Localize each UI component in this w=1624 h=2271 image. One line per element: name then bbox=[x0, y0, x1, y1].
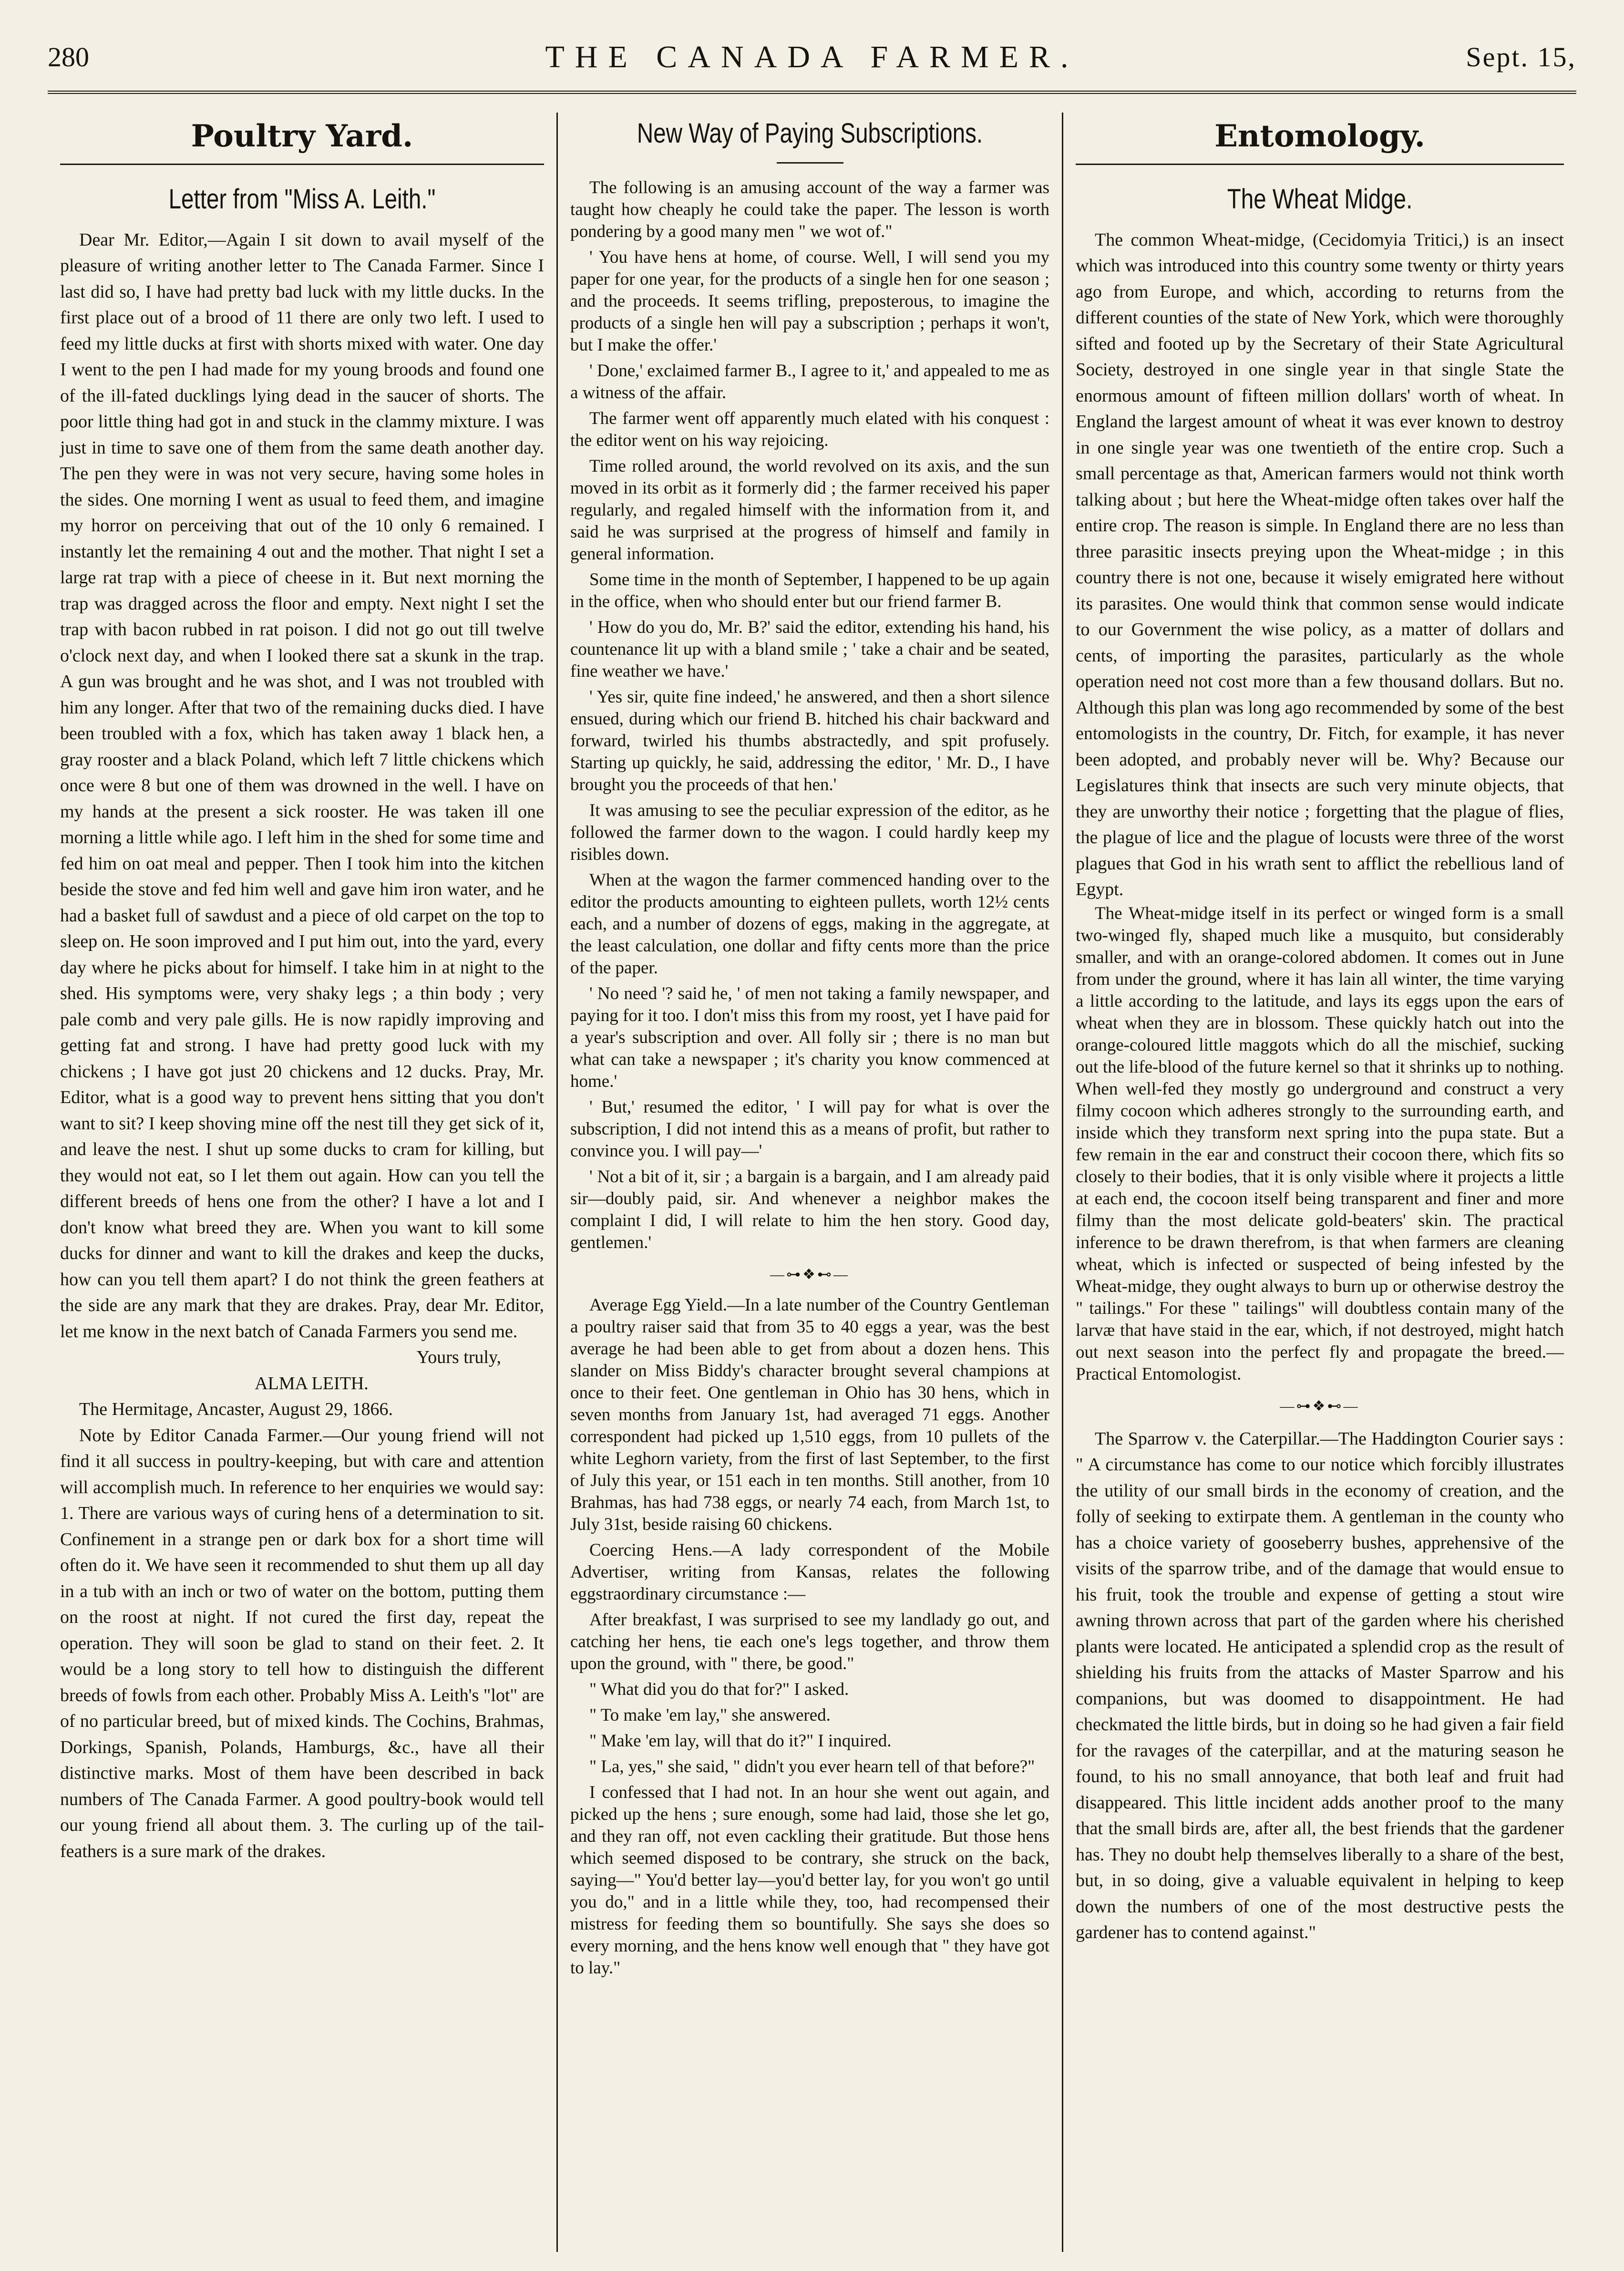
section-divider: —⊶❖⊷— bbox=[1280, 1398, 1360, 1414]
department-heading: Poultry Yard. bbox=[60, 113, 544, 165]
letter-signature: ALMA LEITH. bbox=[255, 1373, 369, 1394]
article-paragraph: Dear Mr. Editor,—Again I sit down to avail myself of the pleasure of writing another letter to The Canada Farmer. Since I last did so, I have had pretty bad luck with my little ducks. In the first place out of a brood of 11 there are only two left. I used to feed my little ducks at first with shorts mixed with water. One day I went to the pen I had made for my young broods and found one of the ill-fated ducklings lying dead in the saucer of shorts. The poor little thing had got in and stuck in the clammy mixture. I was just in time to save one of them from the same death another day. The pen they were in was not very secure, having some holes in the sides. One morning I went as usual to feed them, and imagine my horror on perceiving that out of the 10 only 6 remained. I instantly let the remaining 4 out and the mother. That night I set a large rat trap with a piece of cheese in it. But next morning the trap was dragged across the floor and empty. Next night I set the trap with bacon rubbed in rat poison. I did not go out till twelve o'clock next day, and when I looked there sat a skunk in the trap. A gun was brought and he was shot, and I was not troubled with him any longer. After that two of the remaining ducks died. I have been troubled with a fox, which has taken away 1 black hen, a gray rooster and a black Poland, which left 7 little chickens which once were 8 but one of them was drowned in the well. I have on my hands at the present a sick rooster. He was taken ill one morning a little while ago. I left him in the shed for some time and fed him on oat meal and pepper. Then I took him into the kitchen beside the stove and fed him well and gave him iron water, and he had a basket full of sawdust and a piece of old carpet on the top to sleep on. He soon improved and I put him out, into the yard, every day where he picks about for himself. I take him in at night to the shed. His symptoms were, very shaky legs ; a thin body ; very pale comb and very pale gills. He is now rapidly improving and getting fat and strong. I have had pretty good luck with my chickens ; I have got just 20 chickens and 12 ducks. Pray, Mr. Editor, what is a good way to prevent hens sitting that you don't want to sit? I keep shoving mine off the nest till they get sick of it, and leave the nest. I shut up some ducks to cram for killing, but they would not eat, so I let them out again. How can you tell the different breeds of hens one from the other? I have a lot and I don't know what breed they are. When you want to kill some ducks for dinner and want to kill the drakes and keep the ducks, how can you tell them apart? I do not think the green feathers at the side are any mark that they are drakes. Pray, dear Mr. Editor, let me know in the next batch of Canada Farmers you send me. bbox=[60, 229, 544, 1342]
article-paragraph: ' How do you do, Mr. B?' said the editor, extending his hand, his countenance lit up with a bland smile ; ' take a chair and be seated, fine weather we have.' bbox=[570, 617, 1049, 681]
article-paragraph: The Wheat-midge itself in its perfect or winged form is a small two-winged fly, shaped much like a musquito, but considerably smaller, and with an orange-colored abdomen. It comes out in June from under the ground, where it has lain all winter, the time varying a little according to the latitude, and lays its eggs upon the ears of wheat when they are in blossom. These quickly hatch out into the orange-coloured little maggots which do all the mischief, sucking out the life-blood of the future kernel so that it shrinks up to nothing. When well-fed they mostly go underground and construct a very filmy cocoon which adheres strongly to the surrounding earth, and inside which they transform next spring into the pupa state. But a few remain in the ear and construct their cocoon there, which fits so closely to their bodies, that it is only visible where it projects a little at each end, the cocoon itself being transparent and finer and more filmy than the most delicate gold-beaters' skin. The practical inference to be drawn therefrom, is that when farmers are cleaning wheat, which is infected or suspected of being infested by the Wheat-midge, they ought always to burn up or otherwise destroy the " tailings." For these " tailings" will doubtless contain many of the larvæ that have staid in the ear, which, if not destroyed, might hatch out next season into the perfect fly and propagate the breed.—Practical Entomologist. bbox=[1076, 903, 1564, 1384]
department-heading: Entomology. bbox=[1076, 113, 1564, 165]
article-paragraph: The Sparrow v. the Caterpillar.—The Haddington Courier says : " A circumstance has come to our notice which forcibly illustrates the utility of our small birds in the economy of creation, and the folly of seeking to extirpate them. A gentleman in the county who has a choice variety of gooseberry bushes, apprehensive of the visits of the sparrow tribe, and of the damage that would ensue to his fruit, took the trouble and expense of getting a stout wire awning thrown across that part of the garden where his cherished plants were located. He anticipated a splendid crop as the result of shielding his fruits from the attacks of Master Sparrow and his companions, but was doomed to disappointment. He had checkmated the little birds, but in doing so he had given a fair field for the ravages of the caterpillar, and at the maturing season he found, to his no small annoyance, that both leaf and fruit had disappeared. This little incident adds another proof to the many that the small birds are, after all, the best friends that the gardener has. They no doubt help themselves liberally to a share of the best, but, in so doing, give a valuable equivalent in helping to keep down the numbers of one of the most destructive pests the gardener has to contend against." bbox=[1076, 1428, 1564, 1943]
masthead-title: THE CANADA FARMER. bbox=[545, 40, 1079, 74]
article-paragraph: " Make 'em lay, will that do it?" I inquired. bbox=[589, 1731, 892, 1751]
article-paragraph: ' But,' resumed the editor, ' I will pay for what is over the subscription, I did not intend this as a means of profit, but rather to convince you. I will pay—' bbox=[570, 1097, 1049, 1161]
editor-note: Note by Editor Canada Farmer.—Our young friend will not find it all success in poultry-keeping, but with care and attention will accomplish much. In reference to her enquiries we would say: 1. There are various ways of curing hens of a determination to sit. Confinement in a strange pen or dark box for a short time will often do it. We have seen it recommended to shut them up all day in a tub with an inch or two of water on the bottom, putting them on the roost at night. If not cured the first day, repeat the operation. They will soon be glad to stand on their feet. 2. It would be a long story to tell how to distinguish the different breeds of fowls from each other. Probably Miss A. Leith's "lot" are of no particular breed, but of mixed kinds. The Cochins, Brahmas, Dorkings, Spanish, Polands, Hamburgs, &c., have all their distinctive marks. Most of them have been described in back numbers of The Canada Farmer. A good poultry-book would tell our young friend all about them. 3. The curling up of the tail-feathers is a sure mark of the drakes. bbox=[60, 1425, 544, 1861]
article-body bbox=[60, 227, 544, 1865]
heading-rule bbox=[777, 162, 843, 164]
article-paragraph: The common Wheat-midge, (Cecidomyia Tritici,) is an insect which was introduced into this country some twenty or thirty years ago from Europe, and which, according to returns from the different counties of the state of New York, which were thoroughly sifted and footed up by the Secretary of their State Agricultural Society, destroyed in one single year in that single State the enormous amount of fifteen million dollars' worth of wheat. In England the largest amount of wheat it was ever known to destroy in one single year was one twentieth of the entire crop. Such a small percentage as that, American farmers would not think worth talking about ; but here the Wheat-midge often takes over half the entire crop. The reason is simple. In England there are no less than three parasitic insects preying upon the Wheat-midge ; in this country there is not one, because it wisely emigrated here without its parasites. One would think that common sense would indicate to our Government the wise policy, as a matter of dollars and cents, of importing the parasites, particularly as the whole operation need not cost more than a few thousand dollars. But no. Although this plan was long ago recommended by some of the best entomologists in the country, Dr. Fitch, for example, it has never been adopted, and probably never will be. Why? Because our Legislatures think that insects are such very minute objects, that they are unworthy their notice ; forgetting that the plague of flies, the plague of lice and the plague of locusts were three of the worst plagues that God in his wrath sent to afflict the rebellious land of Egypt. bbox=[1076, 229, 1564, 900]
article-paragraph: ' Done,' exclaimed farmer B., I agree to it,' and appealed to me as a witness of the affair. bbox=[570, 361, 1049, 403]
columns bbox=[48, 113, 1576, 2252]
article-paragraph: ' You have hens at home, of course. Well, I will send you my paper for one year, for the products of a single hen for one season ; and the proceeds. It seems trifling, preposterous, to imagine the products of a single hen will pay a subscription ; perhaps it won't, but I make the offer.' bbox=[570, 247, 1049, 355]
article-body bbox=[1076, 1426, 1564, 1946]
article-paragraph: ' No need '? said he, ' of men not taking a family newspaper, and paying for it too. I don't miss this from my roost, yet I have paid for a year's subscription and over. All folly sir ; there is no man but what can take a newspaper ; it's charity you know commenced at home.' bbox=[570, 983, 1049, 1091]
article-heading: The Wheat Midge. bbox=[1227, 184, 1413, 215]
article-paragraph: It was amusing to see the peculiar expression of the editor, as he followed the farmer down to the wagon. I could hardly keep my risibles down. bbox=[570, 800, 1049, 864]
article-paragraph: When at the wagon the farmer commenced handing over to the editor the products amounting to eighteen pullets, worth 12½ cents each, and a number of dozens of eggs, making in the aggregate, at the least calculation, one dollar and fifty cents more than the price of the paper. bbox=[570, 870, 1049, 978]
article-body bbox=[570, 177, 1049, 1254]
article-paragraph: I confessed that I had not. In an hour she went out again, and picked up the hens ; sure enough, some had laid, those she let go, and they ran off, not even cackling their gratitude. But those hens which seemed disposed to be contrary, she struck on the back, saying—" You'd better lay—you'd better lay, for you won't go until you do," and in a little while they, too, had recompensed their mistress for feeding them so bountifully. She says she does so every morning, and the hens know well enough that " they have got to lay." bbox=[570, 1782, 1049, 1978]
section-divider: —⊶❖⊷— bbox=[770, 1266, 850, 1282]
article-paragraph: ' Not a bit of it, sir ; a bargain is a bargain, and I am already paid sir—doubly paid, sir. And whenever a neighbor makes the complaint I did, I will relate to him the hen story. Good day, gentlemen.' bbox=[570, 1166, 1049, 1252]
article-heading: New Way of Paying Subscriptions. bbox=[637, 118, 983, 149]
letter-closing: Yours truly, bbox=[416, 1347, 501, 1368]
article-paragraph: Coercing Hens.—A lady correspondent of the Mobile Advertiser, writing from Kansas, relates the following eggstraordinary circumstance :— bbox=[570, 1540, 1049, 1604]
column-entomology bbox=[1063, 113, 1576, 2252]
page-number: 280 bbox=[48, 41, 89, 72]
letter-dateline: The Hermitage, Ancaster, August 29, 1866. bbox=[79, 1399, 393, 1420]
article-paragraph: Average Egg Yield.—In a late number of the Country Gentleman a poultry raiser said that from 35 to 40 eggs a year, was the best average he had been able to get from about a dozen hens. This slander on Miss Biddy's character brought several champions at once to their feet. One gentleman in Ohio has 30 hens, which in seven months from January 1st, had averaged 71 eggs. Another correspondent had picked up 1,510 eggs, from 10 pullets of the white Leghorn variety, from the first of last September, to the first of July this year, or 151 each in ten months. Still another, from 10 Brahmas, has had 738 eggs, or nearly 74 each, from March 1st, to July 31st, beside raising 60 chickens. bbox=[570, 1295, 1049, 1534]
article-heading: Letter from "Miss A. Leith." bbox=[168, 184, 436, 215]
article-paragraph: ' Yes sir, quite fine indeed,' he answered, and then a short silence ensued, during which our friend B. hitched his chair backward and forward, twirled his thumbs abstractedly, and spit profusely. Starting up quickly, he said, addressing the editor, ' Mr. D., I have brought you the proceeds of that hen.' bbox=[570, 687, 1049, 795]
article-paragraph: The following is an amusing account of the way a farmer was taught how cheaply he could take the paper. The lesson is worth pondering by a good many men " we wot of." bbox=[570, 177, 1049, 241]
article-paragraph: " La, yes," she said, " didn't you ever hearn tell of that before?" bbox=[589, 1756, 1035, 1776]
issue-date: Sept. 15, bbox=[1466, 41, 1576, 72]
article-body bbox=[1076, 227, 1564, 1385]
article-paragraph: " To make 'em lay," she answered. bbox=[589, 1705, 831, 1725]
article-paragraph: The farmer went off apparently much elated with his conquest : the editor went on his way rejoicing. bbox=[570, 408, 1049, 450]
column-poultry-yard bbox=[48, 113, 558, 2252]
page-header bbox=[48, 38, 1576, 94]
article-paragraph: Time rolled around, the world revolved on its axis, and the sun moved in its orbit as it formerly did ; the farmer received his paper regularly, and regaled himself with the information from it, and said he was surprised at the progress of himself and family in general information. bbox=[570, 456, 1049, 564]
article-paragraph: " What did you do that for?" I asked. bbox=[589, 1679, 849, 1699]
column-subscriptions bbox=[558, 113, 1063, 2252]
article-body bbox=[570, 1294, 1049, 1979]
article-paragraph: After breakfast, I was surprised to see my landlady go out, and catching her hens, tie each one's legs together, and throw them upon the ground, with " there, be good." bbox=[570, 1610, 1049, 1673]
article-paragraph: Some time in the month of September, I happened to be up again in the office, when who should enter but our friend farmer B. bbox=[570, 569, 1049, 611]
